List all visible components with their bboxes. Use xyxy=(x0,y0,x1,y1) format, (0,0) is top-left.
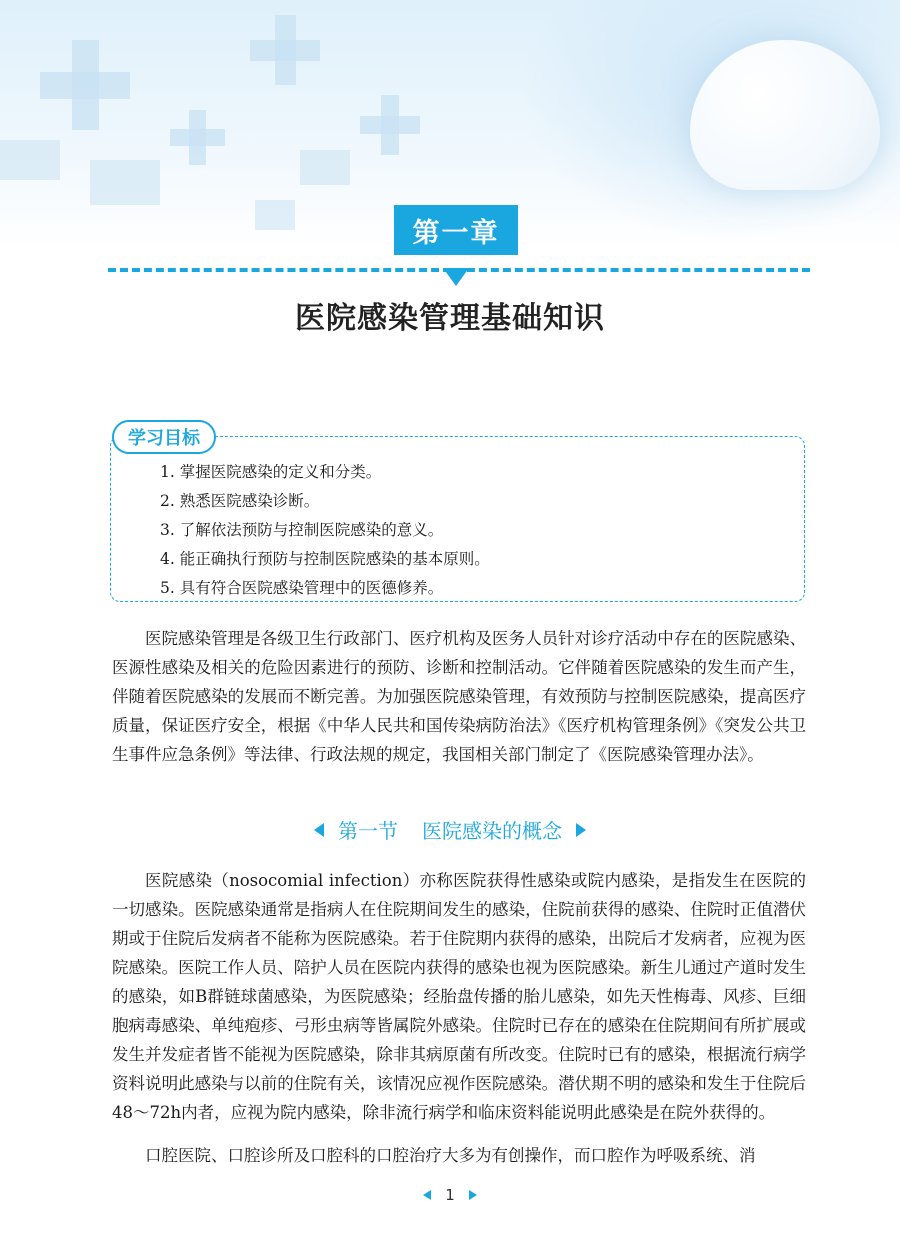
medical-cross-icon xyxy=(170,110,225,165)
medical-cross-icon xyxy=(40,40,130,130)
intro-paragraph: 医院感染管理是各级卫生行政部门、医疗机构及医务人员针对诊疗活动中存在的医院感染、医源性感染及相关的危险因素进行的预防、诊断和控制活动。它伴随着医院感染的发生而产生，伴随着医院感染的发展而不断完善。为加强医院感染管理，有效预防与控制医院感染，提高医疗质量，保证医疗安全，根据《中华人民共和国传染病防治法》《医疗机构管理条例》《突发公共卫生事件应急条例》等法律、行政法规的规定，我国相关部门制定了《医院感染管理办法》。 xyxy=(112,629,806,764)
medical-cross-icon xyxy=(250,15,320,85)
section-paragraph: 医院感染（nosocomial infection）亦称医院获得性感染或院内感染，是指发生在医院的一切感染。医院感染通常是指病人在住院期间发生的感染，住院前获得的感染、住院时正值潜伏期或于住院后发病者不能称为医院感染。若于住院期内获得的感染，出院后才发病者，应视为医院感染。医院工作人员、陪护人员在医院内获得的感染也视为医院感染。新生儿通过产道时发生的感染，如B群链球菌感染，为医院感染；经胎盘传播的胎儿感染，如先天性梅毒、风疹、巨细胞病毒感染、单纯疱疹、弓形虫病等皆属院外感染。住院时已存在的感染在住院期间有所扩展或发生并发症者皆不能视为医院感染，除非其病原菌有所改变。住院时已有的感染，根据流行病学资料说明此感染与以前的住院有关，该情况应视作医院感染。潜伏期不明的感染和发生于住院后48～72h内者，应视为院内感染，除非流行病学和临床资料能说明此感染是在院外获得的。 xyxy=(112,871,806,1122)
objectives-tag: 学习目标 xyxy=(112,420,216,454)
objective-item: 5. 具有符合医院感染管理中的医德修养。 xyxy=(160,579,444,597)
decor-square xyxy=(300,150,350,185)
chapter-badge: 第一章 xyxy=(394,205,518,255)
next-triangle-icon xyxy=(469,1190,477,1200)
section-paragraph: 口腔医院、口腔诊所及口腔科的口腔治疗大多为有创操作，而口腔作为呼吸系统、消 xyxy=(145,1146,756,1165)
section-title: 医院感染的概念 xyxy=(422,819,562,843)
decor-square xyxy=(255,200,295,230)
section-heading xyxy=(0,815,900,844)
chapter-title: 医院感染管理基础知识 xyxy=(295,301,605,336)
objective-item: 3. 了解依法预防与控制医院感染的意义。 xyxy=(160,521,444,539)
page-number xyxy=(0,1186,900,1204)
decor-square xyxy=(90,160,160,205)
prev-triangle-icon xyxy=(423,1190,431,1200)
page-number-text: 1 xyxy=(445,1186,455,1204)
triangle-right-icon xyxy=(576,823,586,837)
objective-item: 1. 掌握医院感染的定义和分类。 xyxy=(160,463,382,481)
medical-cross-icon xyxy=(360,95,420,155)
objective-item: 2. 熟悉医院感染诊断。 xyxy=(160,492,320,510)
triangle-left-icon xyxy=(314,823,324,837)
decor-square xyxy=(0,140,60,180)
objective-item: 4. 能正确执行预防与控制医院感染的基本原则。 xyxy=(160,550,490,568)
objectives-list xyxy=(160,458,780,603)
section-number: 第一节 xyxy=(338,819,398,843)
chapter-arrow-icon xyxy=(443,268,469,286)
